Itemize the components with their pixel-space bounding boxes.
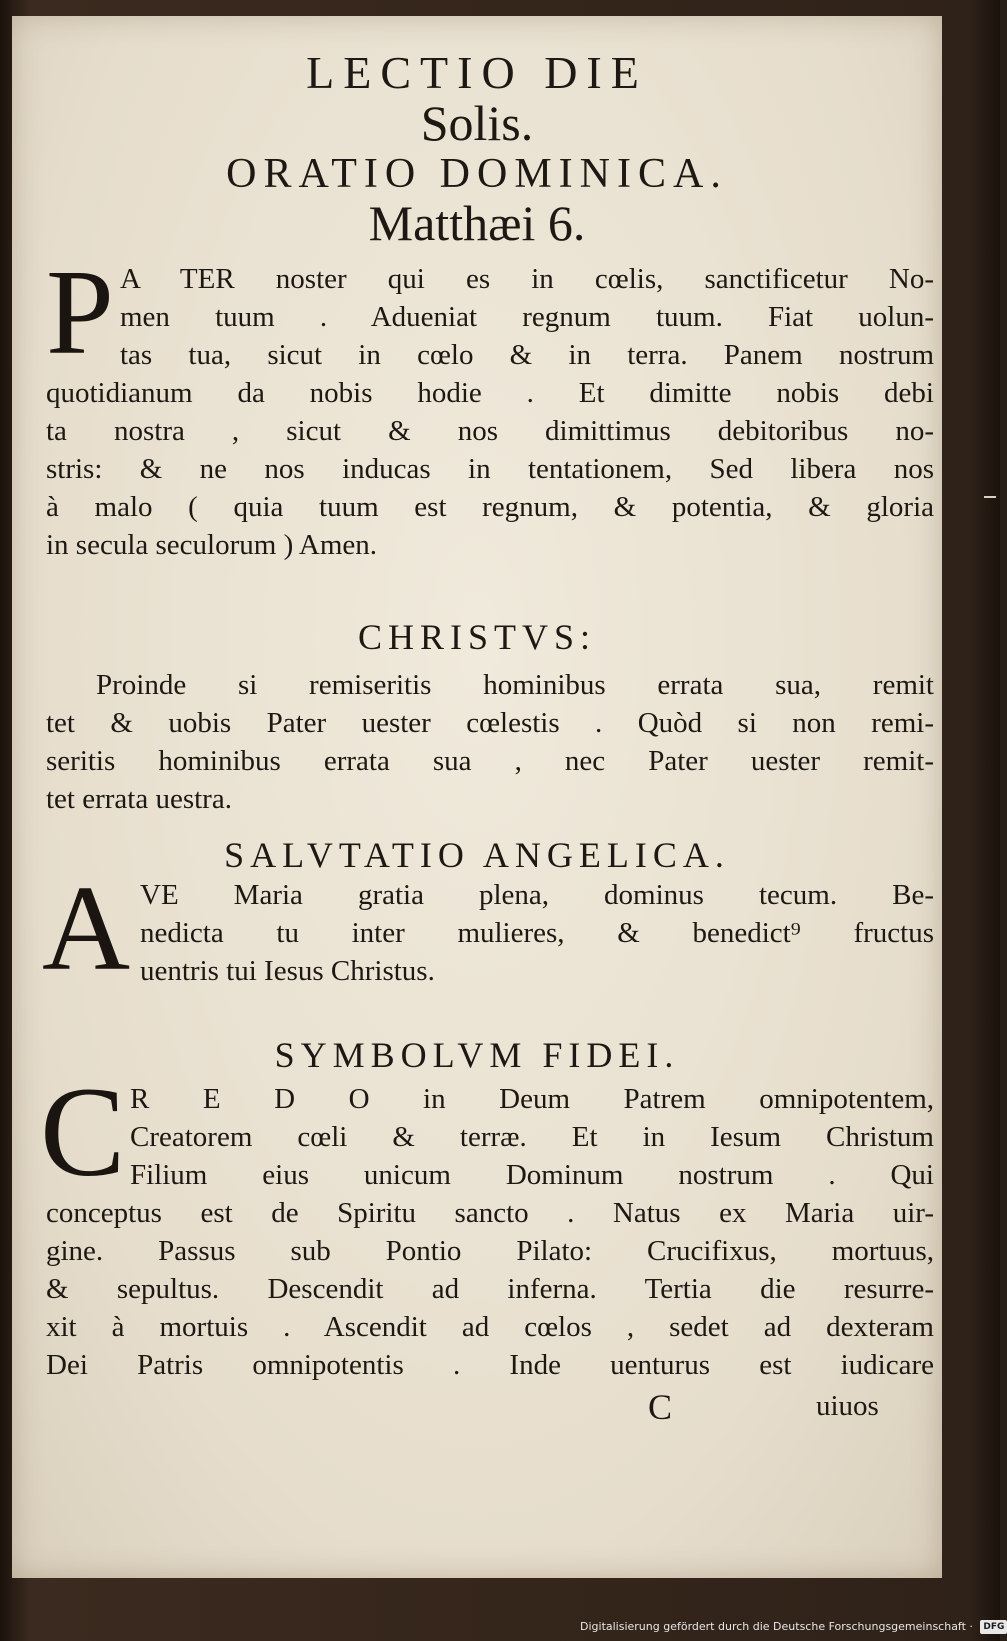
text-line: quotidianum da nobis hodie . Et dimitte nobis debi (46, 377, 934, 409)
heading-symbolum-fidei: SYMBOLVM FIDEI. (274, 1035, 680, 1075)
text-line: VE Maria gratia plena, dominus tecum. Be- (140, 879, 934, 911)
text-line: tas tua, sicut in cœlo & in terra. Panem nostrum (120, 339, 934, 371)
dfg-logo-icon: DFG (980, 1620, 1007, 1634)
text-line: seritis hominibus errata sua , nec Pater uester remit- (46, 745, 934, 777)
footer-text: Digitalisierung gefördert durch die Deutsche Forschungsgemeinschaft · (580, 1620, 973, 1633)
text-line: nedicta tu inter mulieres, & benedict⁹ fructus (140, 917, 934, 949)
text-line: gine. Passus sub Pontio Pilato: Crucifixus, mortuus, (46, 1235, 934, 1267)
heading-matthaei: Matthæi 6. (368, 195, 586, 251)
text-line: tet & uobis Pater uester cœlestis . Quòd si non remi- (46, 707, 934, 739)
text-line: & sepultus. Descendit ad inferna. Tertia die resurre- (46, 1273, 934, 1305)
drop-cap-p: P (46, 245, 114, 380)
heading-christus: CHRISTVS: (357, 617, 597, 657)
signature-mark: C (648, 1387, 673, 1427)
text-line: tet errata uestra. (46, 783, 232, 815)
text-line: à malo ( quia tuum est regnum, & potentia, & gloria (46, 491, 934, 523)
heading-salutatio-angelica: SALVTATIO ANGELICA. (224, 835, 730, 875)
text-line: in secula seculorum ) Amen. (46, 529, 377, 561)
text-line: uentris tui Iesus Christus. (140, 955, 435, 987)
heading-lectio: LECTIO DIE (306, 47, 648, 98)
drop-cap-a: A (42, 861, 131, 996)
text-line: A TER noster qui es in cœlis, sanctificetur No- (120, 263, 934, 295)
book-page (12, 16, 942, 1578)
text-line: xit à mortuis . Ascendit ad cœlos , sedet ad dexteram (46, 1311, 934, 1343)
text-line: Creatorem cœli & terræ. Et in Iesum Christum (130, 1121, 934, 1153)
text-line: stris: & ne nos inducas in tentationem, Sed libera nos (46, 453, 934, 485)
text-line: ta nostra , sicut & nos dimittimus debitoribus no- (46, 415, 934, 447)
catchword: uiuos (816, 1390, 879, 1422)
drop-cap-c: C (40, 1061, 126, 1203)
text-line: Filium eius unicum Dominum nostrum . Qui (130, 1159, 934, 1191)
page-edge-mark (984, 496, 996, 498)
text-line: conceptus est de Spiritu sancto . Natus ex Maria uir- (46, 1197, 934, 1229)
digitization-footer (580, 1616, 1005, 1638)
text-line: men tuum . Adueniat regnum tuum. Fiat uolun- (120, 301, 934, 333)
text-line: R E D O in Deum Patrem omnipotentem, (130, 1083, 934, 1115)
text-line: Proinde si remiseritis hominibus errata sua, remit (96, 669, 934, 701)
heading-oratio-dominica: ORATIO DOMINICA. (226, 151, 728, 197)
text-line: Dei Patris omnipotentis . Inde uenturus est iudicare (46, 1349, 934, 1381)
heading-solis: Solis. (420, 95, 534, 151)
